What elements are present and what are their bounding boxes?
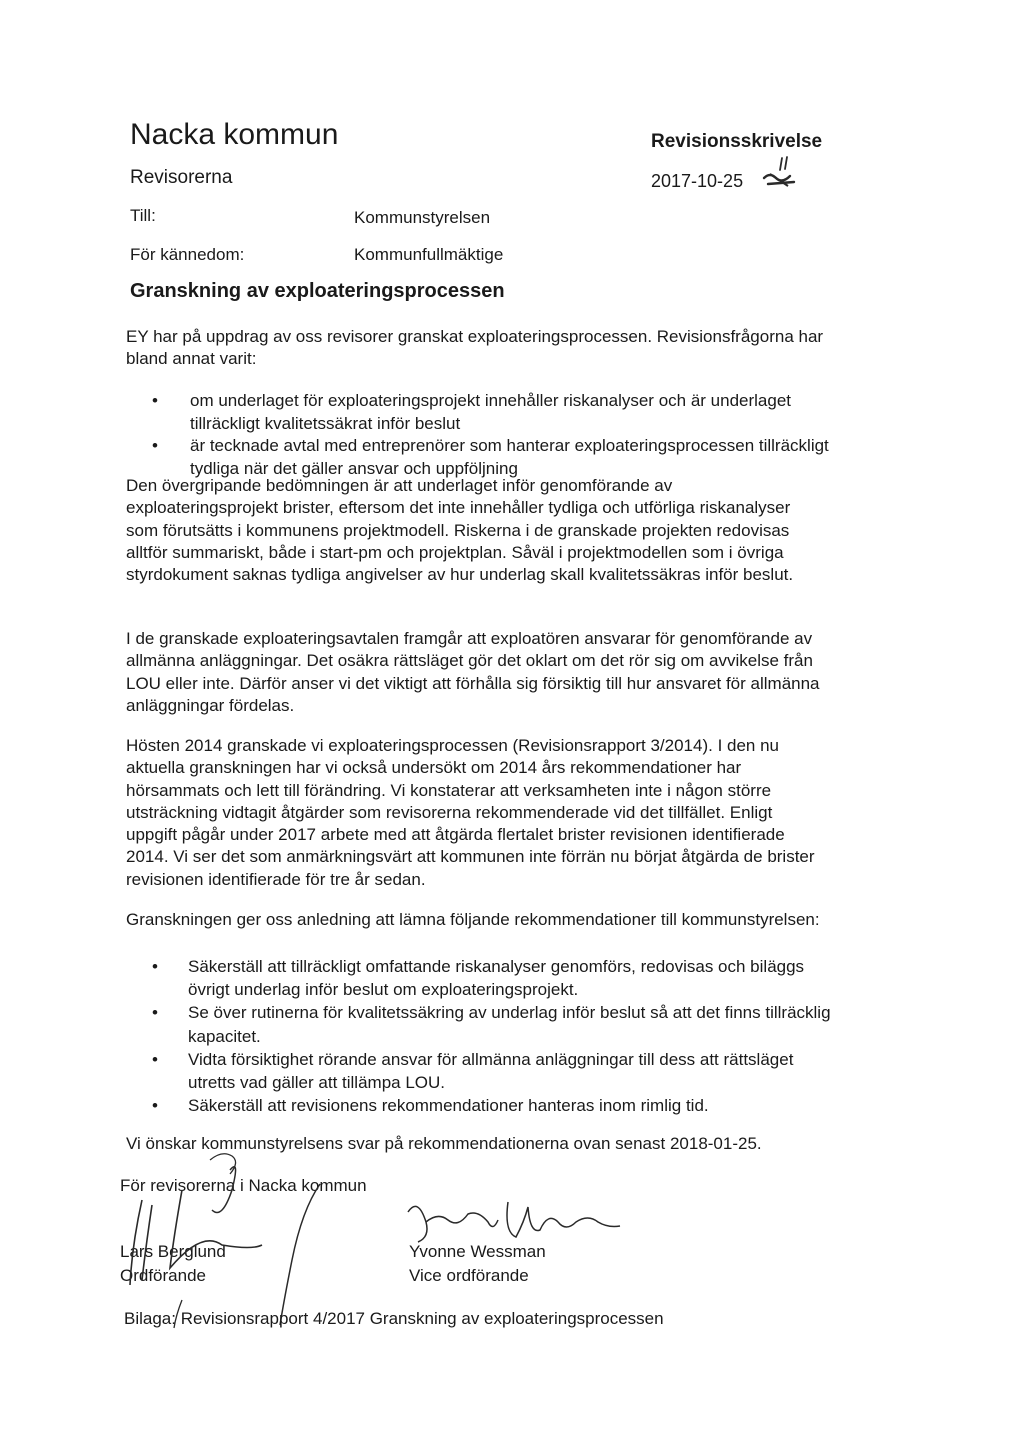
text-line: Säkerställ att tillräckligt omfattande riskanalyser genomförs, redovisas och biläggs [188,957,805,976]
text-line: Säkerställ att revisionens rekommendationer hanteras inom rimlig tid. [188,1096,709,1116]
text-line: som förutsätts i kommunens projektmodell. Riskerna i de granskade projekten redovisas [126,520,790,540]
audit-questions-list [152,390,829,480]
on-behalf-line: För revisorerna i Nacka kommun [120,1176,367,1195]
text-line: aktuella granskningen har vi också undersökt om 2014 års rekommendationer har [126,758,742,778]
text-line: alltför summariskt, både i start-pm och projektplan. Såväl i projektmodellen som i övriga [126,542,784,562]
response-request: Vi önskar kommunstyrelsens svar på rekommendationerna ovan senast 2018-01-25. [126,1134,762,1153]
signature-lars-berglund [112,1150,352,1330]
text-line: övrigt underlag inför beslut om exploateringsprojekt. [188,980,579,1000]
signer2-role: Vice ordförande [409,1266,529,1285]
signer1-name: Lars Berglund [120,1242,226,1261]
list-item [152,1048,831,1094]
signer2-name: Yvonne Wessman [409,1242,546,1261]
bullet: • [152,1003,158,1023]
text-line: tydliga när det gäller ansvar och uppföljning [190,458,518,478]
text-line: I de granskade exploateringsavtalen framgår att exploatören ansvarar för genomförande av [126,629,813,648]
agreements-paragraph [126,628,820,717]
list-item [152,390,829,435]
cc-label: För kännedom: [130,245,245,264]
document-date: 2017-10-25 [651,171,744,191]
text-line: revisionen identifierade för tre år sedan. [126,869,426,889]
assessment-paragraph [126,475,793,586]
text-line: anläggningar fördelas. [126,695,295,715]
subject-heading: Granskning av exploateringsprocessen [130,280,505,302]
handwritten-date-mark [760,154,800,190]
to-value: Kommunstyrelsen [354,208,491,227]
bullet: • [152,1096,158,1116]
text-line: Vidta försiktighet rörande ansvar för allmänna anläggningar till dess att rättsläget [188,1049,794,1069]
text-line: uppgift pågår under 2017 arbete med att åtgärda flertalet brister revisionen identifierade [126,825,785,845]
text-line: allmänna anläggningar. Det osäkra rättsläget gör det oklart om det rör sig om avvikelse från [126,651,813,671]
cc-value: Kommunfullmäktige [354,245,504,264]
organization-name: Nacka kommun [130,118,339,151]
bullet: • [152,957,158,976]
document-type: Revisionsskrivelse [651,131,823,152]
list-item [152,1094,831,1117]
recommendations-list [152,955,831,1117]
intro-paragraph [126,326,823,371]
text-line: 2014. Vi ser det som anmärkningsvärt att kommunen inte förrän nu börjat åtgärda de brister [126,847,815,867]
bullet: • [152,391,158,410]
text-line: Den övergripande bedömningen är att underlaget inför genomförande av [126,476,673,495]
bullet: • [152,436,158,455]
text-line: EY har på uppdrag av oss revisorer granskat exploateringsprocessen. Revisionsfrågorna har [126,327,824,346]
list-item [152,435,829,480]
to-label: Till: [130,206,156,225]
text-line: om underlaget för exploateringsprojekt innehåller riskanalyser och är underlaget [190,391,792,410]
text-line: exploateringsprojekt brister, eftersom det inte innehåller tydliga och utförliga riskanalyser [126,498,791,518]
signature-yvonne-wessman [398,1192,628,1262]
followup-paragraph [126,735,815,891]
text-line: tillräckligt kvalitetssäkrat inför beslut [190,413,461,433]
text-line: utsträckning vidtagit åtgärder som revisorerna rekommenderade vid det tillfället. Enligt [126,802,773,822]
recommendations-intro: Granskningen ger oss anledning att lämna följande rekommendationer till kommunstyrelsen: [126,910,820,929]
signer1-role: Ordförande [120,1266,206,1285]
text-line: bland annat varit: [126,349,257,369]
department-name: Revisorerna [130,167,233,188]
list-item [152,1001,831,1047]
text-line: styrdokument saknas tydliga angivelser av hur underlag skall kvalitetssäkras inför beslut. [126,565,794,585]
attachment-line: Bilaga: Revisionsrapport 4/2017 Granskning av exploateringsprocessen [124,1309,664,1328]
text-line: Hösten 2014 granskade vi exploateringsprocessen (Revisionsrapport 3/2014). I den nu [126,736,780,755]
text-line: LOU eller inte. Därför anser vi det viktigt att förhålla sig försiktig till hur ansvaret för allmänna [126,673,820,693]
text-line: Se över rutinerna för kvalitetssäkring av underlag inför beslut så att det finns tillräcklig [188,1003,831,1023]
text-line: är tecknade avtal med entreprenörer som hanterar exploateringsprocessen tillräckligt [190,436,829,455]
text-line: hörsammats och lett till förändring. Vi konstaterar att verksamheten inte i någon större [126,780,772,800]
list-item [152,955,831,1001]
text-line: utretts vad gäller att tillämpa LOU. [188,1073,446,1093]
text-line: kapacitet. [188,1026,261,1046]
bullet: • [152,1049,158,1069]
